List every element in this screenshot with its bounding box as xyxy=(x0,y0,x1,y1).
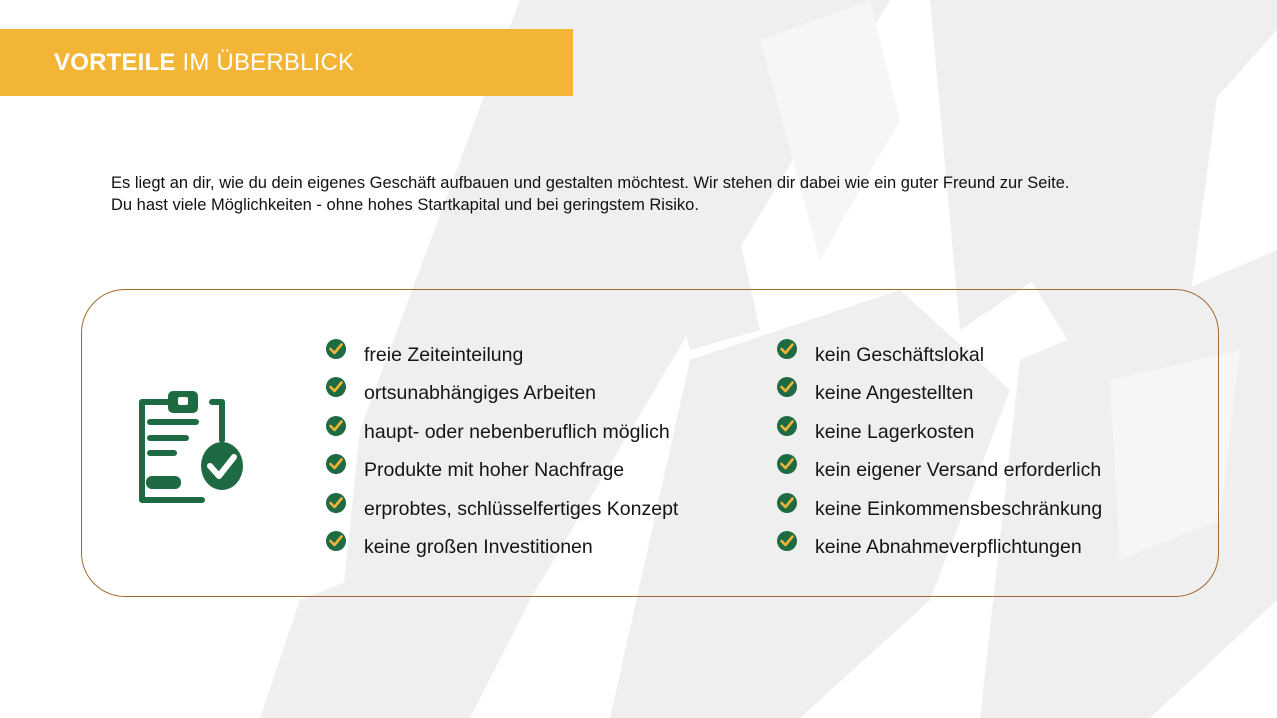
list-item-label: ortsunabhängiges Arbeiten xyxy=(364,382,597,405)
checkmark-icon xyxy=(325,338,347,360)
list-item-label: keine Lagerkosten xyxy=(815,420,975,443)
intro-line-1: Es liegt an dir, wie du dein eigenes Geschäft aufbauen und gestalten möchtest. Wir stehen dir dabei wie ein guter Freund zur Seite. xyxy=(111,174,1070,192)
list-item xyxy=(325,530,678,568)
list-item-label: keine Abnahmeverpflichtungen xyxy=(815,535,1082,558)
list-item-label: haupt- oder nebenberuflich möglich xyxy=(364,420,670,443)
page-title-bold: VORTEILE xyxy=(54,48,176,76)
intro-text xyxy=(111,172,1171,216)
list-item xyxy=(776,415,1102,453)
list-item xyxy=(325,376,678,414)
list-item-label: erprobtes, schlüsselfertiges Konzept xyxy=(364,497,679,520)
list-item xyxy=(776,453,1102,491)
list-item xyxy=(776,376,1102,414)
benefits-list-left xyxy=(325,338,678,568)
list-item xyxy=(325,338,678,376)
list-item-label: keine Einkommensbeschränkung xyxy=(815,497,1103,520)
page-title-rest: IM ÜBERBLICK xyxy=(175,48,355,76)
list-item xyxy=(776,492,1102,530)
list-item-label: keine Angestellten xyxy=(815,382,974,405)
checkmark-icon xyxy=(325,376,347,398)
list-item-label: freie Zeiteinteilung xyxy=(364,344,524,366)
checkmark-icon xyxy=(776,415,798,437)
checkmark-icon xyxy=(325,453,347,475)
intro-line-2: Du hast viele Möglichkeiten - ohne hohes Startkapital und bei geringstem Risiko. xyxy=(111,196,699,214)
list-item-label: kein Geschäftslokal xyxy=(815,344,985,366)
checkmark-icon xyxy=(325,415,347,437)
checkmark-icon xyxy=(776,492,798,514)
list-item xyxy=(325,492,678,530)
checkmark-icon xyxy=(325,530,347,552)
checkmark-icon xyxy=(776,338,798,360)
page-title xyxy=(54,49,354,77)
list-item-label: keine großen Investitionen xyxy=(364,535,593,558)
checkmark-icon xyxy=(776,453,798,475)
checkmark-icon xyxy=(776,376,798,398)
checkmark-icon xyxy=(325,492,347,514)
list-item-label: kein eigener Versand erforderlich xyxy=(815,459,1102,482)
list-item-label: Produkte mit hoher Nachfrage xyxy=(364,459,625,482)
benefits-list-right xyxy=(776,338,1102,568)
list-item xyxy=(776,530,1102,568)
list-item xyxy=(776,338,1102,376)
list-item xyxy=(325,453,678,491)
title-banner xyxy=(0,29,573,96)
list-item xyxy=(325,415,678,453)
checkmark-icon xyxy=(776,530,798,552)
clipboard-check-icon xyxy=(128,388,248,508)
